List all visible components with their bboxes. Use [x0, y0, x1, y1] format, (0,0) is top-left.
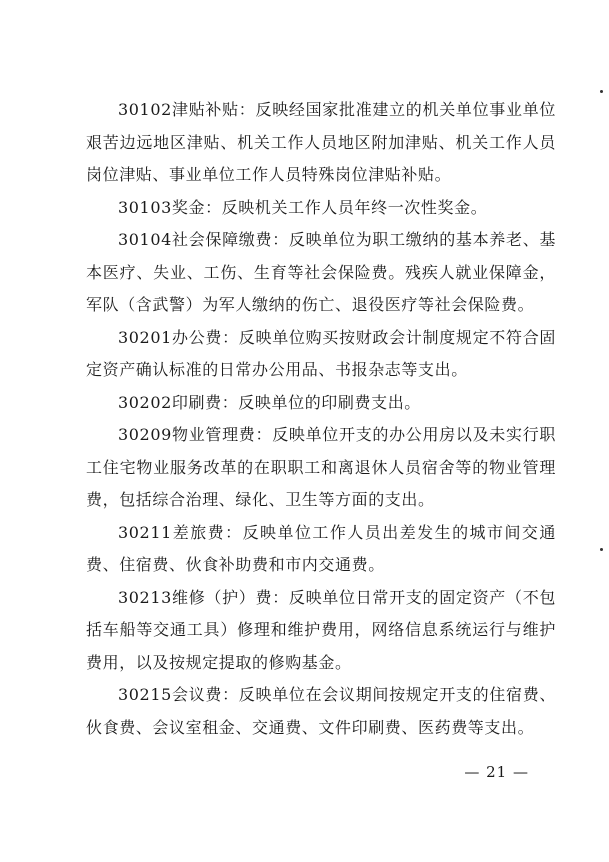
paragraph-30104: 30104社会保障缴费：反映单位为职工缴纳的基本养老、基本医疗、失业、工伤、生育等社会保险费。残疾人就业保障金，军队（含武警）为军人缴纳的伤亡、退役医疗等社会保险费。 [86, 230, 556, 314]
paragraph-30103: 30103奖金：反映机关工作人员年终一次性奖金。 [118, 197, 488, 217]
paragraph-30202: 30202印刷费：反映单位的印刷费支出。 [118, 392, 421, 412]
paragraph-30215: 30215会议费：反映单位在会议期间按规定开支的住宿费、伙食费、会议室租金、交通费、文件印刷费、医药费等支出。 [86, 685, 556, 737]
scan-edge-mark [600, 90, 603, 93]
scan-edge-mark [600, 548, 603, 551]
paragraph-30201: 30201办公费：反映单位购买按财政会计制度规定不符合固定资产确认标准的日常办公用品、书报杂志等支出。 [86, 327, 556, 379]
page-body [86, 94, 556, 744]
paragraph-30102: 30102津贴补贴：反映经国家批准建立的机关单位事业单位艰苦边远地区津贴、机关工作人员地区附加津贴、机关工作人员岗位津贴、事业单位工作人员特殊岗位津贴补贴。 [86, 100, 556, 184]
paragraph-30209: 30209物业管理费：反映单位开支的办公用房以及未实行职工住宅物业服务改革的在职职工和离退休人员宿舍等的物业管理费，包括综合治理、绿化、卫生等方面的支出。 [86, 425, 556, 509]
paragraph-30213: 30213维修（护）费：反映单位日常开支的固定资产（不包括车船等交通工具）修理和维护费用，网络信息系统运行与维护费用，以及按规定提取的修购基金。 [86, 587, 556, 672]
paragraph-30211: 30211差旅费：反映单位工作人员出差发生的城市间交通费、住宿费、伙食补助费和市内交通费。 [86, 522, 556, 574]
page-number: — 21 — [464, 763, 529, 781]
